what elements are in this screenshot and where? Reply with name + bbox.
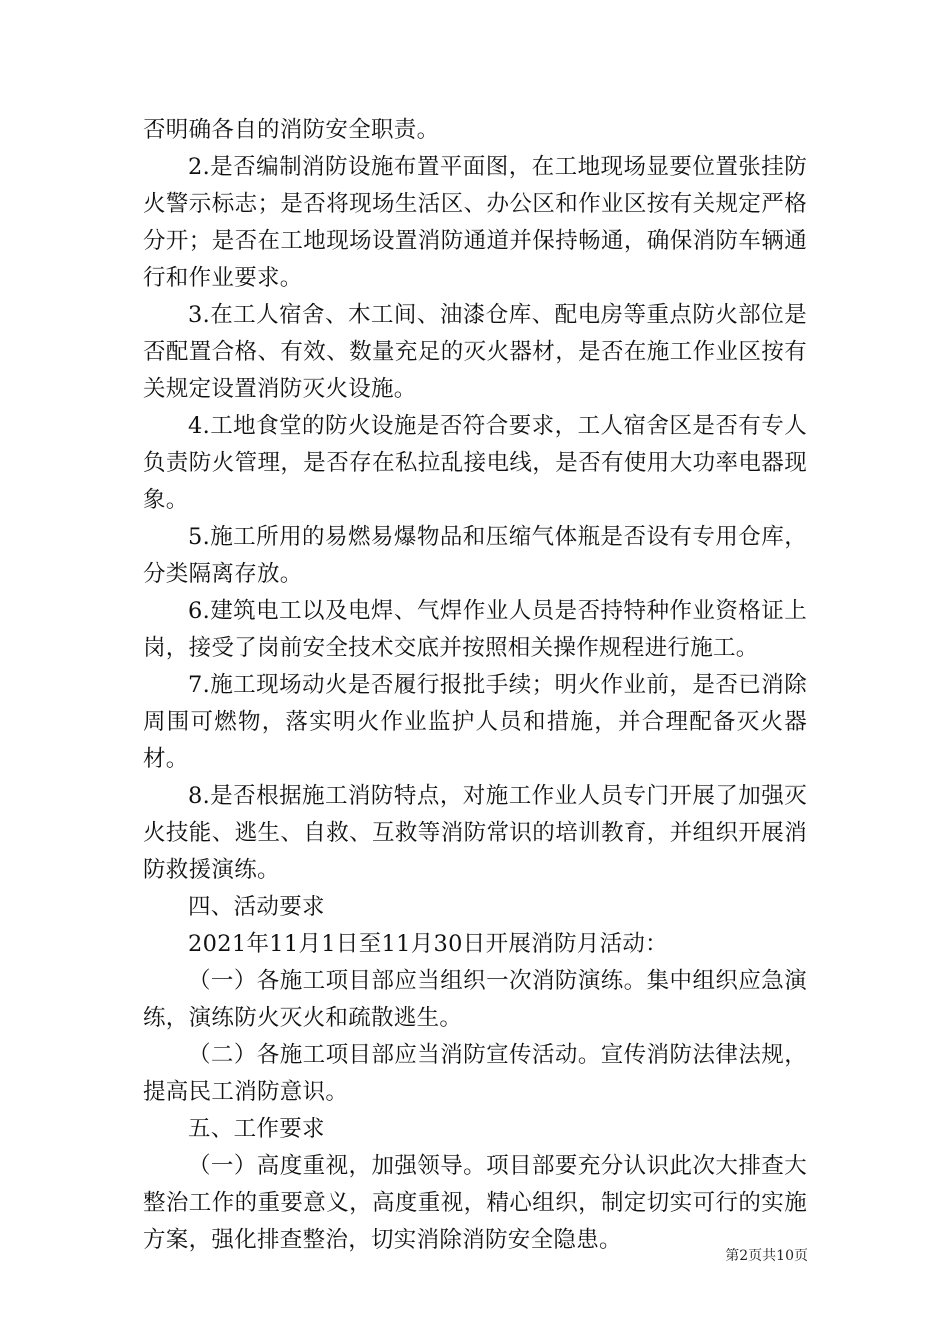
paragraph-7: 7.施工现场动火是否履行报批手续；明火作业前，是否已消除周围可燃物，落实明火作业监护人员和措施，并合理配备灭火器材。 (143, 672, 807, 772)
paragraph-3: 3.在工人宿舍、木工间、油漆仓库、配电房等重点防火部位是否配置合格、有效、数量充足的灭火器材，是否在施工作业区按有关规定设置消防灭火设施。 (143, 302, 807, 402)
document-body (143, 112, 807, 1259)
paragraph-activity-2: （二）各施工项目部应当消防宣传活动。宣传消防法律法规，提高民工消防意识。 (143, 1042, 807, 1105)
paragraph-6: 6.建筑电工以及电焊、气焊作业人员是否持特种作业资格证上岗，接受了岗前安全技术交底并按照相关操作规程进行施工。 (143, 598, 807, 661)
section-heading-activity-requirements: 四、活动要求 (188, 894, 325, 920)
page-number-footer: 第2页共10页 (725, 1248, 808, 1264)
paragraph-8: 8.是否根据施工消防特点，对施工作业人员专门开展了加强灭火技能、逃生、自救、互救等消防常识的培训教育，并组织开展消防救援演练。 (143, 783, 807, 883)
paragraph-work-1: （一）高度重视，加强领导。项目部要充分认识此次大排查大整治工作的重要意义，高度重视，精心组织，制定切实可行的实施方案，强化排查整治，切实消除消防安全隐患。 (143, 1153, 807, 1253)
paragraph-2: 2.是否编制消防设施布置平面图，在工地现场显要位置张挂防火警示标志；是否将现场生活区、办公区和作业区按有关规定严格分开；是否在工地现场设置消防通道并保持畅通，确保消防车辆通行和作业要求。 (143, 154, 807, 291)
paragraph-activity-dates: 2021年11月1日至11月30日开展消防月活动： (188, 931, 668, 957)
paragraph-1: 否明确各自的消防安全职责。 (143, 117, 440, 143)
section-heading-work-requirements: 五、工作要求 (188, 1116, 325, 1142)
paragraph-4: 4.工地食堂的防火设施是否符合要求，工人宿舍区是否有专人负责防火管理，是否存在私拉乱接电线，是否有使用大功率电器现象。 (143, 413, 807, 513)
paragraph-activity-1: （一）各施工项目部应当组织一次消防演练。集中组织应急演练，演练防火灭火和疏散逃生。 (143, 968, 807, 1031)
paragraph-5: 5.施工所用的易燃易爆物品和压缩气体瓶是否设有专用仓库，分类隔离存放。 (143, 524, 807, 587)
